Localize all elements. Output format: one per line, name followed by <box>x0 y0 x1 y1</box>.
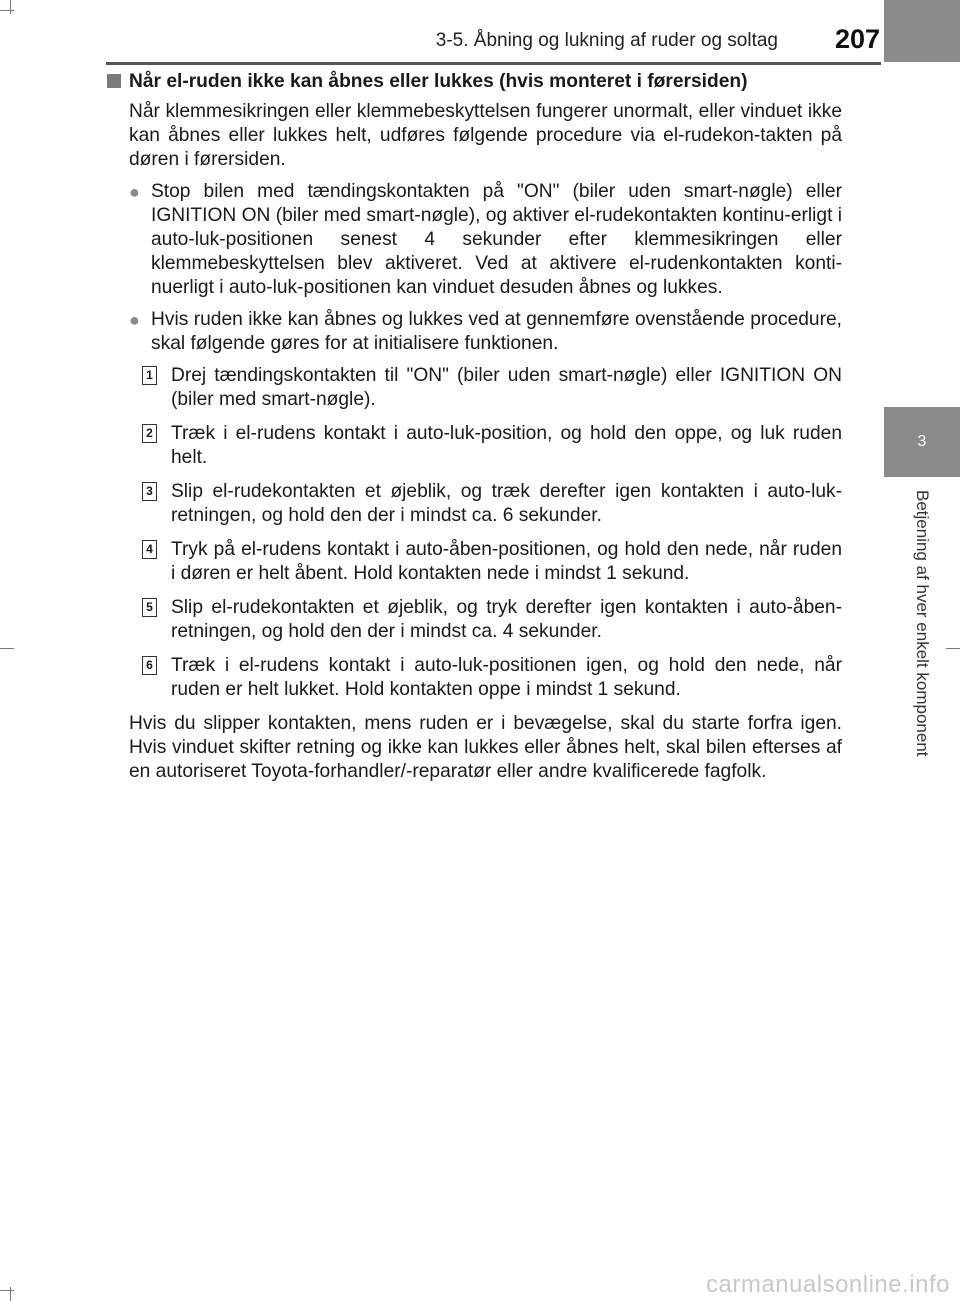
step-text: Slip el-rudekontakten et øjeblik, og træk derefter igen kontakten i auto-luk-retningen, og hold den der i mindst ca. 6 sekunder. <box>171 481 842 526</box>
bullet-item <box>129 180 842 300</box>
section-heading <box>107 70 842 94</box>
step-item <box>142 480 842 528</box>
crop-mark <box>10 0 11 14</box>
step-number-badge: 1 <box>142 366 157 385</box>
watermark-link[interactable]: carmanualsonline.info <box>706 1271 950 1298</box>
side-tab-top-block <box>884 0 960 62</box>
section-heading-text: Når el-ruden ikke kan åbnes eller lukkes (hvis monteret i førersiden) <box>129 71 748 92</box>
step-text: Drej tændingskontakten til "ON" (biler uden smart-nøgle) eller IGNITION ON (biler med smart-nøgle). <box>171 365 842 410</box>
chapter-number-tab: 3 <box>884 407 960 477</box>
intro-paragraph: Når klemmesikringen eller klemmebeskyttelsen fungerer unormalt, eller vinduet ikke kan åbnes eller lukkes helt, udføres følgende procedure via el-rudekon-takten på døren i førersiden. <box>129 101 842 170</box>
chapter-title: Betjening af hver enkelt komponent <box>913 490 932 757</box>
step-item <box>142 422 842 470</box>
step-item <box>142 654 842 702</box>
header-rule <box>106 62 881 65</box>
step-item <box>142 364 842 412</box>
circle-bullet-icon: ● <box>129 182 140 202</box>
step-text: Træk i el-rudens kontakt i auto-luk-positionen igen, og hold den nede, når ruden er helt lukket. Hold kontakten oppe i mindst 1 sekund. <box>171 655 842 700</box>
header-section-title: 3-5. Åbning og lukning af ruder og soltag <box>435 30 778 51</box>
circle-bullet-icon: ● <box>129 310 140 330</box>
step-text: Træk i el-rudens kontakt i auto-luk-position, og hold den oppe, og luk ruden helt. <box>171 423 842 468</box>
bullet-item <box>129 308 842 356</box>
step-text: Slip el-rudekontakten et øjeblik, og tryk derefter igen kontakten i auto-åben-retningen, og hold den der i mindst ca. 4 sekunder. <box>171 597 842 642</box>
closing-paragraph: Hvis du slipper kontakten, mens ruden er i bevægelse, skal du starte forfra igen. Hvis vinduet skifter retning og ikke kan lukkes eller åbnes helt, skal bilen efterses af en autoriseret Toyota-forhandler/-reparatør eller andre kvalificerede fagfolk. <box>129 713 842 782</box>
step-number-badge: 6 <box>142 656 157 675</box>
crop-mark <box>0 648 14 649</box>
crop-mark <box>10 1287 11 1301</box>
step-number-badge: 4 <box>142 540 157 559</box>
crop-mark <box>0 10 14 11</box>
crop-mark <box>0 1290 14 1291</box>
bullet-text: Hvis ruden ikke kan åbnes og lukkes ved at gennemføre ovenstående procedure, skal følgende gøres for at initialisere funktionen. <box>151 309 842 354</box>
step-text: Tryk på el-rudens kontakt i auto-åben-positionen, og hold den nede, når ruden i døren er helt åbent. Hold kontakten nede i mindst 1 sekund. <box>171 539 842 584</box>
step-number-badge: 5 <box>142 598 157 617</box>
crop-mark <box>946 648 960 649</box>
step-number-badge: 2 <box>142 424 157 443</box>
square-bullet-icon <box>107 74 121 88</box>
bullet-text: Stop bilen med tændingskontakten på "ON" (biler uden smart-nøgle) eller IGNITION ON (biler med smart-nøgle), og aktiver el-rudekontakten kontinu-erligt i auto-luk-positionen senest 4 sekunder efter klemmesikringen eller klemmebeskyttelsen blev aktiveret. Ved at aktivere el-rudenkontakten konti-nuerligt i auto-luk-positionen kan vinduet desuden åbnes og lukkes. <box>151 181 842 298</box>
main-content <box>107 70 842 784</box>
page-number: 207 <box>834 24 880 54</box>
step-item <box>142 538 842 586</box>
step-number-badge: 3 <box>142 482 157 501</box>
step-item <box>142 596 842 644</box>
